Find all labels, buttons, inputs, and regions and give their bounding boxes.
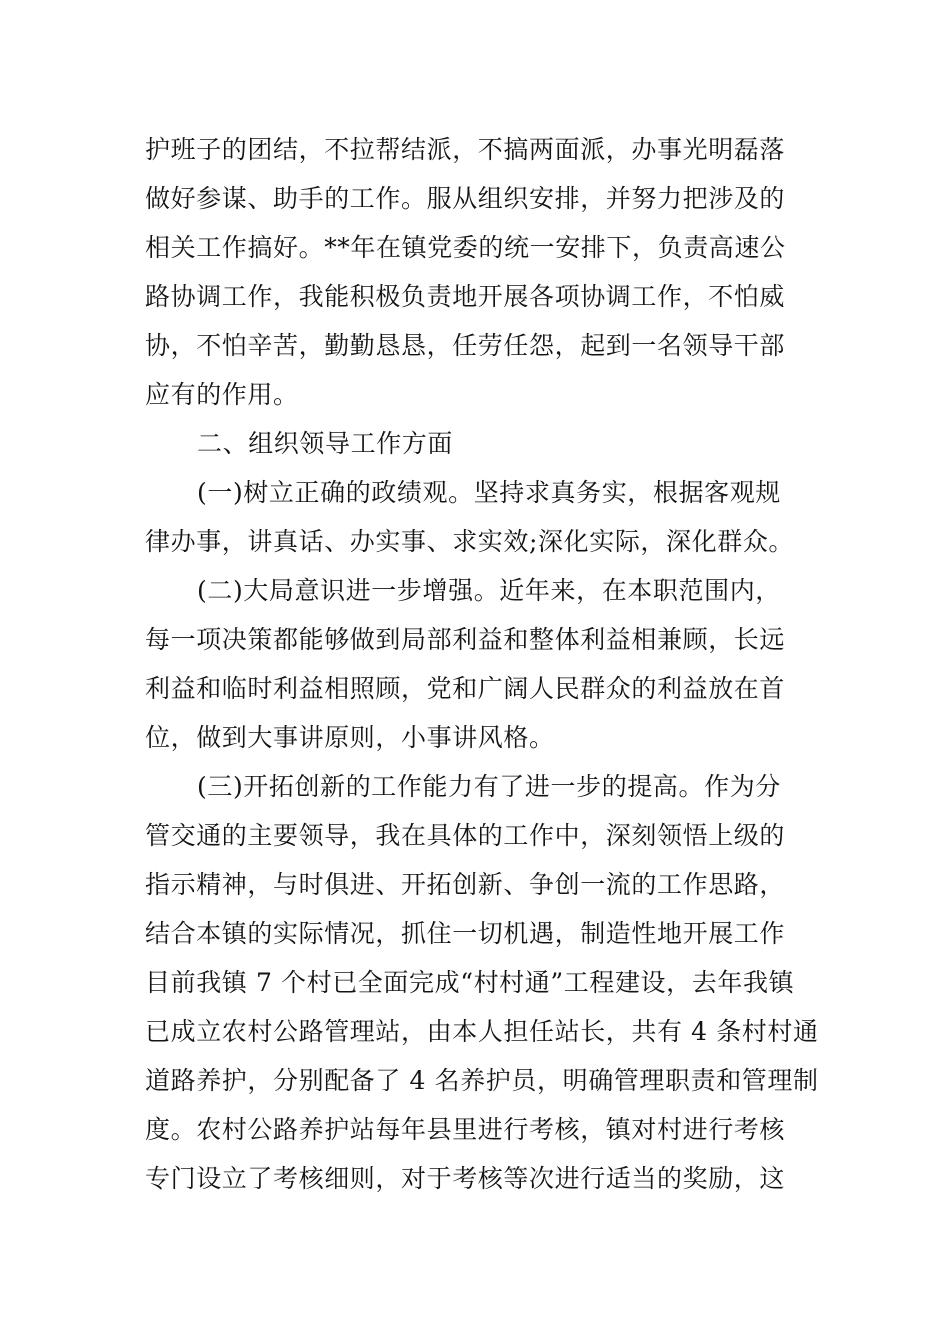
text-line: 路协调工作，我能积极负责地开展各项协调工作，不怕威 — [145, 282, 786, 311]
paragraph-start: (二)大局意识进一步增强。近年来，在本职范围内， — [197, 576, 781, 605]
text-line: 利益和临时利益相照顾，党和广阔人民群众的利益放在首 — [145, 674, 786, 703]
text-line: 做好参谋、助手的工作。服从组织安排，并努力把涉及的 — [145, 184, 786, 213]
text-line: 位，做到大事讲原则，小事讲风格。 — [145, 723, 555, 752]
text-line: 护班子的团结，不拉帮结派，不搞两面派，办事光明磊落 — [145, 135, 786, 164]
document-body — [145, 125, 819, 1203]
text-line: 管交通的主要领导，我在具体的工作中，深刻领悟上级的 — [145, 821, 786, 850]
text-line: 律办事，讲真话、办实事、求实效;深化实际，深化群众。 — [145, 527, 795, 556]
section-heading: 二、组织领导工作方面 — [197, 429, 454, 458]
text-line: 专门设立了考核细则，对于考核等次进行适当的奖励，这 — [145, 1164, 786, 1193]
paragraph-start: (三)开拓创新的工作能力有了进一步的提高。作为分 — [197, 772, 781, 801]
text-line: 目前我镇 7 个村已全面完成“村村通”工程建设，去年我镇 — [145, 968, 795, 997]
text-line: 协，不怕辛苦，勤勤恳恳，任劳任怨，起到一名领导干部 — [145, 331, 786, 360]
text-line: 道路养护，分别配备了 4 名养护员，明确管理职责和管理制 — [145, 1066, 819, 1095]
paragraph-start: (一)树立正确的政绩观。坚持求真务实，根据客观规 — [197, 478, 781, 507]
text-line: 相关工作搞好。**年在镇党委的统一安排下，负责高速公 — [145, 233, 786, 262]
text-line: 应有的作用。 — [145, 380, 299, 409]
text-line: 已成立农村公路管理站，由本人担任站长，共有 4 条村村通 — [145, 1017, 819, 1046]
text-line: 度。农村公路养护站每年县里进行考核，镇对村进行考核 — [145, 1115, 786, 1144]
text-line: 结合本镇的实际情况，抓住一切机遇，制造性地开展工作 — [145, 919, 786, 948]
text-line: 指示精神，与时俱进、开拓创新、争创一流的工作思路， — [145, 870, 786, 899]
text-line: 每一项决策都能够做到局部利益和整体利益相兼顾，长远 — [145, 625, 786, 654]
